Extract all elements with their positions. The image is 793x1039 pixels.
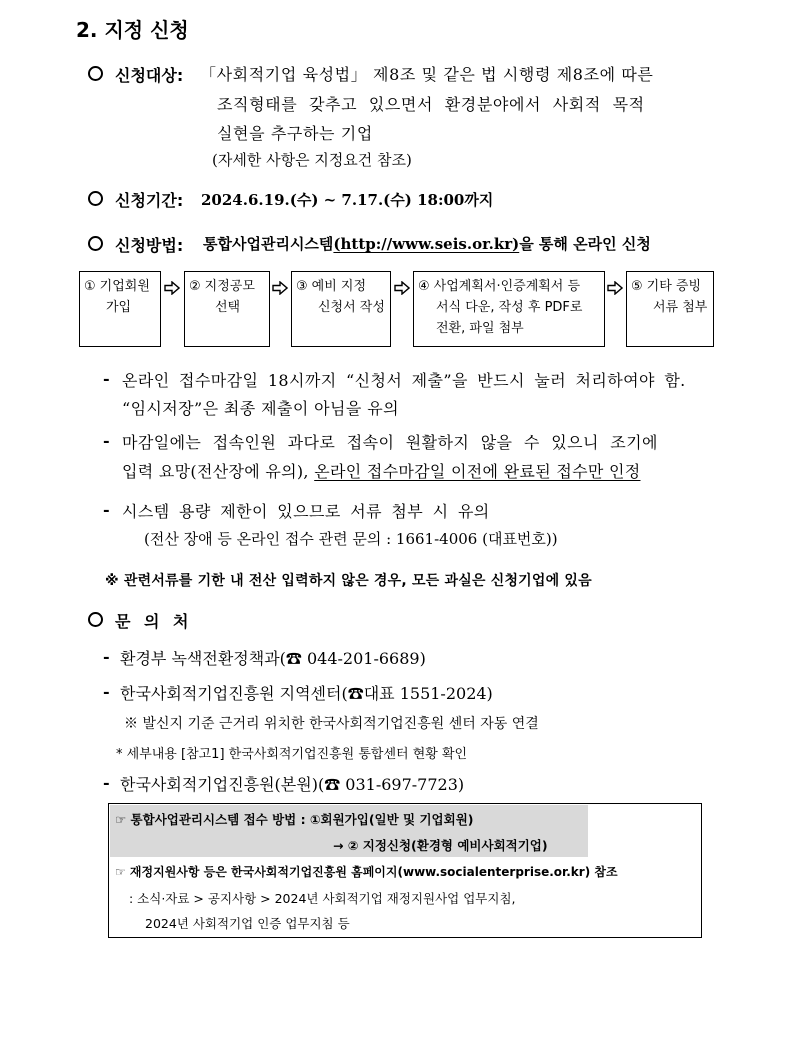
note1-line2: “임시저장”은 최종 제출이 아님을 유의 (122, 399, 399, 418)
info-line1: ☞ 통합사업관리시스템 접수 방법 : ①회원가입(일반 및 기업회원) (115, 812, 474, 827)
target-line2: 조직형태를 갖추고 있으면서 환경분야에서 사회적 목적 (217, 95, 645, 114)
note3-line2: (전산 장애 등 온라인 접수 관련 문의 : 1661-4006 (대표번호)) (144, 530, 558, 548)
step-text: 서식 다운, 작성 후 PDF로 (436, 300, 583, 315)
step-box-3 (291, 271, 391, 347)
step-text: 가입 (106, 300, 132, 315)
step-text: 사업계획서·인증계획서 등 (433, 279, 581, 294)
contact-label: 문 의 처 (115, 612, 193, 631)
step-text: 신청서 작성 (318, 300, 385, 315)
target-line3: 실현을 추구하는 기업 (217, 124, 373, 143)
dash-bullet: - (103, 500, 110, 519)
circle-bullet-icon (88, 236, 103, 251)
contact-3: 한국사회적기업진흥원(본원)(☎ 031-697-7723) (120, 775, 465, 794)
dash-bullet: - (103, 369, 110, 388)
note2-line2-plain: 입력 요망(전산장에 유의), (122, 462, 315, 481)
info-line5: 2024년 사회적기업 인증 업무지침 등 (145, 916, 350, 931)
step-text: 선택 (215, 300, 241, 315)
period-value: 2024.6.19.(수) ~ 7.17.(수) 18:00까지 (201, 191, 494, 209)
info-line3: ☞ 재정지원사항 등은 한국사회적기업진흥원 홈페이지(www.socialenterprise.or.kr) 참조 (115, 865, 618, 879)
step-text: 전환, 파일 첨부 (436, 321, 524, 336)
arrow-right-icon (164, 281, 180, 295)
step-number: ⑤ (631, 279, 643, 294)
warning-text: ※ 관련서류를 기한 내 전산 입력하지 않은 경우, 모든 과실은 신청기업에 있음 (105, 573, 592, 589)
circle-bullet-icon (88, 612, 103, 627)
contact-2-note2: * 세부내용 [참고1] 한국사회적기업진흥원 통합센터 현황 확인 (116, 747, 468, 762)
contact-1: 환경부 녹색전환정책과(☎ 044-201-6689) (120, 649, 426, 668)
info-line2: → ② 지정신청(환경형 예비사회적기업) (333, 838, 548, 853)
note2-line1: 마감일에는 접속인원 과다로 접속이 원활하지 않을 수 있으니 조기에 (122, 433, 658, 452)
note1-line1: 온라인 접수마감일 18시까지 “신청서 제출”을 반드시 눌러 처리하여야 함. (122, 371, 686, 390)
target-label: 신청대상: (115, 66, 184, 85)
dash-bullet: - (103, 647, 110, 666)
section-title: 2. 지정 신청 (76, 18, 189, 42)
step-text: 기업회원 (99, 279, 150, 294)
step-text: 서류 첨부 (653, 300, 708, 315)
method-label: 신청방법: (115, 236, 184, 255)
step-text: 지정공모 (204, 279, 255, 294)
note3-line1: 시스템 용량 제한이 있으므로 서류 첨부 시 유의 (122, 502, 490, 521)
target-note: (자세한 사항은 지정요건 참조) (212, 151, 412, 169)
contact-2: 한국사회적기업진흥원 지역센터(☎대표 1551-2024) (120, 684, 493, 703)
step-number: ③ (296, 279, 308, 294)
step-number: ④ (418, 279, 430, 294)
step-text: 기타 증빙 (646, 279, 702, 294)
method-prefix: 통합사업관리시스템 (203, 235, 334, 253)
step-number: ① (84, 279, 96, 294)
method-url-link[interactable]: (http://www.seis.or.kr) (333, 235, 520, 253)
note2-line2-underlined: 온라인 접수마감일 이전에 완료된 접수만 인정 (314, 462, 641, 481)
step-box-2 (184, 271, 270, 347)
contact-2-note: ※ 발신지 기준 근거리 위치한 한국사회적기업진흥원 센터 자동 연결 (124, 716, 539, 732)
method-text (203, 233, 651, 254)
arrow-right-icon (394, 281, 410, 295)
dash-bullet: - (103, 682, 110, 701)
info-line4: : 소식·자료 > 공지사항 > 2024년 사회적기업 재정지원사업 업무지침, (129, 891, 516, 906)
period-label: 신청기간: (115, 191, 184, 210)
circle-bullet-icon (88, 191, 103, 206)
step-box-5 (626, 271, 714, 347)
circle-bullet-icon (88, 66, 103, 81)
info-box (108, 803, 702, 938)
step-box-4 (413, 271, 605, 347)
arrow-right-icon (607, 281, 623, 295)
step-number: ② (189, 279, 201, 294)
method-suffix: 을 통해 온라인 신청 (519, 235, 651, 253)
dash-bullet: - (103, 431, 110, 450)
target-line1: 「사회적기업 육성법」 제8조 및 같은 법 시행령 제8조에 따른 (200, 65, 654, 84)
step-box-1 (79, 271, 161, 347)
note2-line2 (122, 459, 641, 482)
arrow-right-icon (272, 281, 288, 295)
dash-bullet: - (103, 773, 110, 792)
step-text: 예비 지정 (311, 279, 367, 294)
